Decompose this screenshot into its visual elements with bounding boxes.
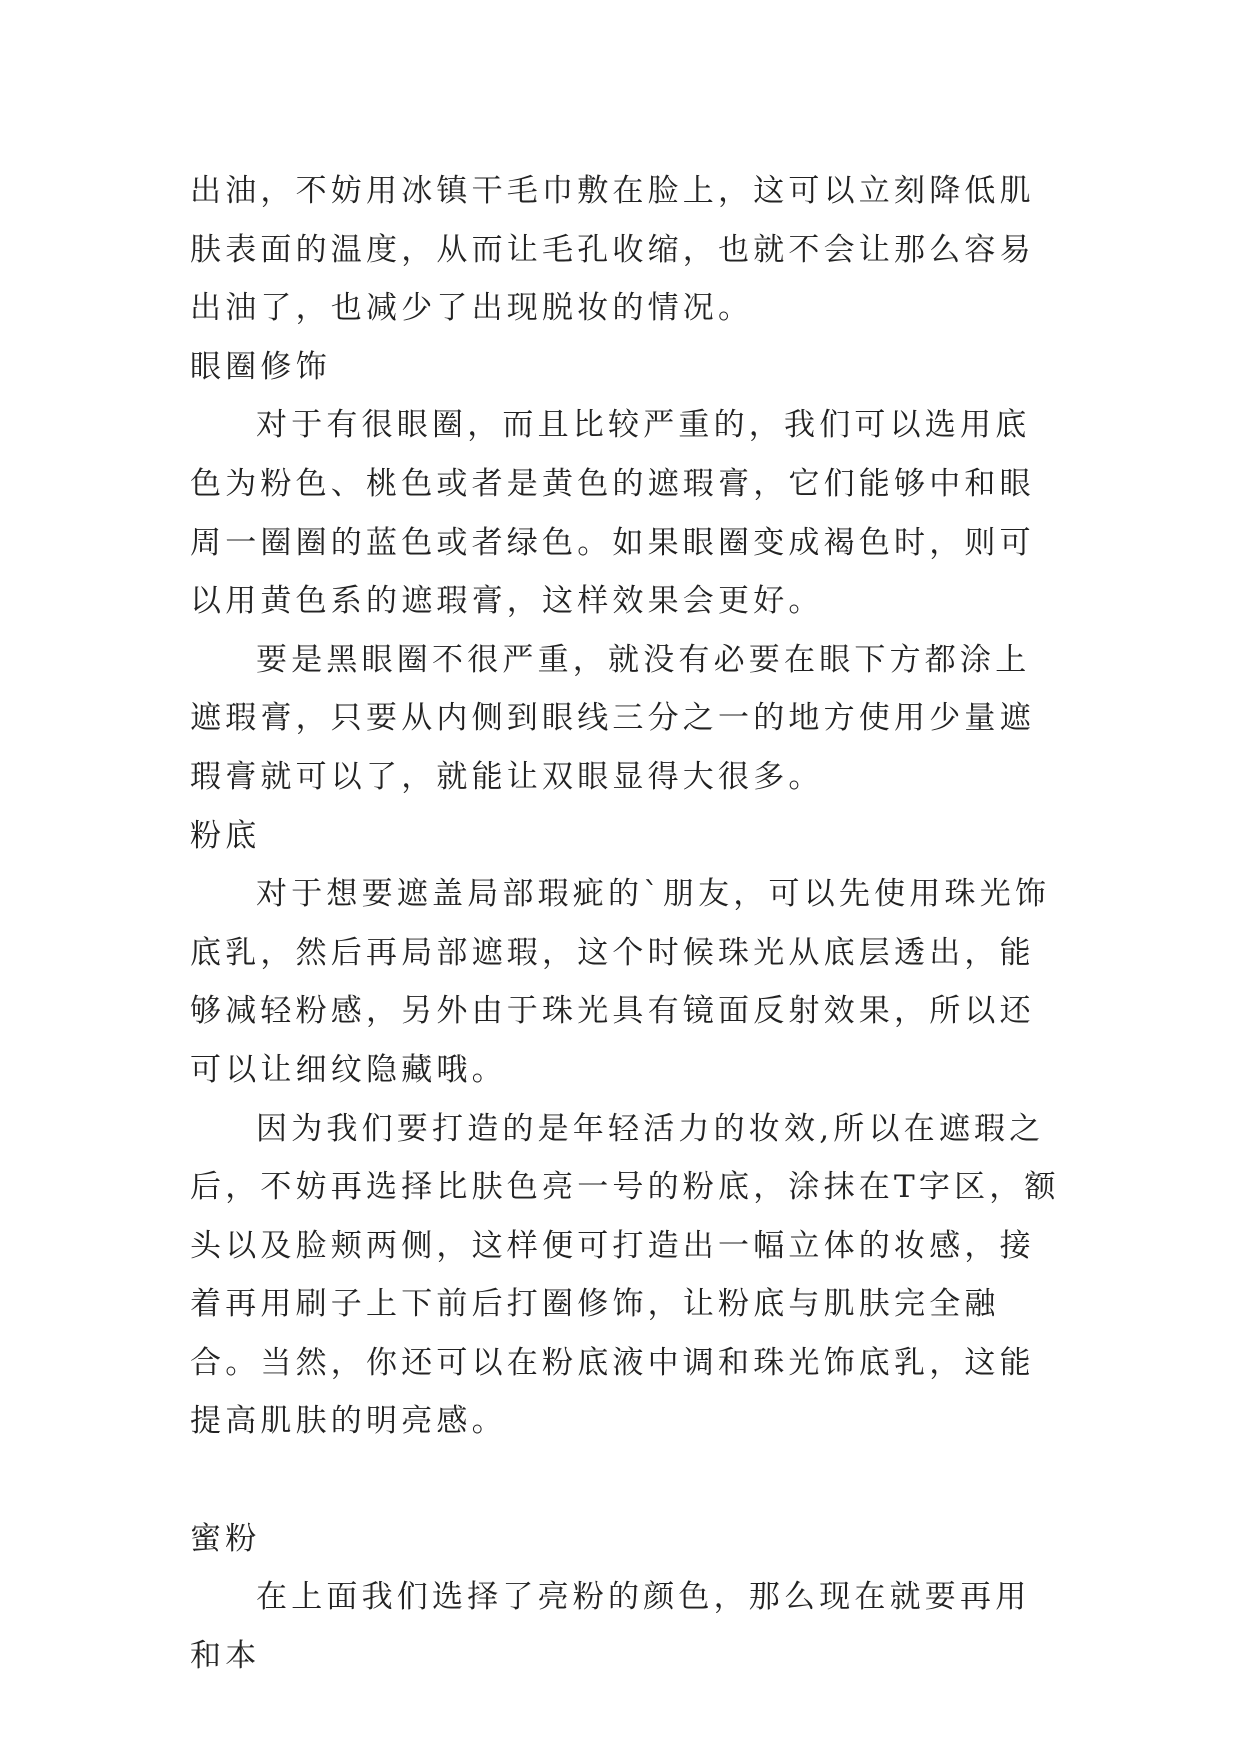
paragraph-foundation-1: 对于想要遮盖局部瑕疵的`朋友，可以先使用珠光饰底乳，然后再局部遮瑕，这个时候珠光从底层透出，能够减轻粉感，另外由于珠光具有镜面反射效果，所以还可以让细纹隐藏哦。 [190, 876, 1051, 1088]
paragraph-spacer [190, 1451, 1060, 1510]
section-heading-loose-powder: 蜜粉 [190, 1520, 261, 1557]
paragraph-eye-circle-2: 要是黑眼圈不很严重，就没有必要在眼下方都涂上遮瑕膏，只要从内侧到眼线三分之一的地方使用少量遮瑕膏就可以了，就能让双眼显得大很多。 [190, 641, 1035, 795]
paragraph-continuation: 出油，不妨用冰镇干毛巾敷在脸上，这可以立刻降低肌肤表面的温度，从而让毛孔收缩，也就不会让那么容易出油了，也减少了出现脱妆的情况。 [190, 173, 1035, 327]
paragraph-loose-powder-1: 在上面我们选择了亮粉的颜色，那么现在就要再用和本 [190, 1579, 1031, 1674]
section-heading-foundation: 粉底 [190, 817, 261, 854]
paragraph-eye-circle-1: 对于有很眼圈，而且比较严重的，我们可以选用底色为粉色、桃色或者是黄色的遮瑕膏，它们能够中和眼周一圈圈的蓝色或者绿色。如果眼圈变成褐色时，则可以用黄色系的遮瑕膏，这样效果会更好。 [190, 407, 1035, 620]
section-heading-eye-circle: 眼圈修饰 [190, 348, 331, 385]
paragraph-foundation-2: 因为我们要打造的是年轻活力的妆效,所以在遮瑕之后，不妨再选择比肤色亮一号的粉底，涂抹在T字区，额头以及脸颊两侧，这样便可打造出一幅立体的妆感，接着再用刷子上下前后打圈修饰，让粉底与肌肤完全融合。当然，你还可以在粉底液中调和珠光饰底乳，这能提高肌肤的明亮感。 [190, 1110, 1060, 1440]
document-body [190, 162, 1060, 1685]
